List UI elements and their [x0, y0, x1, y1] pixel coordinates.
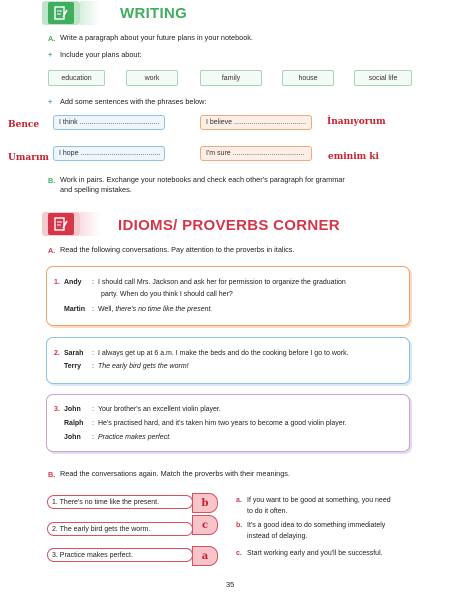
notebook-pen-icon	[54, 6, 68, 20]
proverb-1: 1. There's no time like the present.	[47, 495, 193, 509]
topic-social-life: social life	[354, 70, 412, 86]
conv1-proverb: there's no time like the present.	[115, 306, 213, 313]
writing-b-instruction-2: and spelling mistakes.	[60, 185, 132, 194]
phrase-i-believe[interactable]: I believe .....................................	[200, 115, 312, 130]
answer-tab-3[interactable]: a	[192, 546, 218, 566]
conversation-2	[46, 337, 410, 384]
conv1-line1a: I should call Mrs. Jackson and ask her for permission to organize the graduation	[97, 279, 346, 286]
writing-b-letter: B.	[48, 176, 56, 185]
bullet1-text: Include your plans about:	[60, 50, 142, 59]
conv3-line2: He's practised hard, and it's taken him two years to become a good violin player.	[97, 420, 347, 427]
conv1-line1b: party. When do you think I should call her?	[101, 291, 233, 298]
conv1-number: 1.	[54, 279, 60, 286]
meaning-b-letter: b.	[236, 522, 243, 529]
conv1-speaker-andy: Andy	[64, 279, 82, 286]
meaning-b-line2: instead of delaying.	[247, 533, 308, 540]
handwritten-inaniyorum: İnanıyorum	[327, 117, 386, 127]
idioms-a-instruction: Read the following conversations. Pay attention to the proverbs in italics.	[60, 245, 295, 254]
conv2-speaker-sarah: Sarah	[64, 350, 84, 357]
notebook-pen-icon	[54, 217, 68, 231]
idioms-section-icon	[42, 212, 80, 236]
handwritten-umarim: Umarım	[8, 153, 49, 163]
meaning-c-line1: Start working early and you'll be successful.	[247, 550, 383, 557]
conv2-row1: 2. Sarah : I always get up at 6 a.m. I make the beds and do the cooking before I go to work.	[54, 350, 349, 357]
conv1-row1: 1. Andy : I should call Mrs. Jackson and ask her for permission to organize the graduation	[54, 279, 346, 286]
bullet2-text: Add some sentences with the phrases below:	[60, 97, 207, 106]
writing-a-letter: A.	[48, 34, 56, 43]
answer-tab-1[interactable]: b	[192, 493, 218, 513]
topic-education: education	[48, 70, 105, 86]
conv2-speaker-terry: Terry	[64, 363, 81, 370]
meaning-c-letter: c.	[236, 550, 242, 557]
idioms-b-letter: B.	[48, 470, 56, 479]
topic-house: house	[282, 70, 334, 86]
conv3-row1: 3. John : Your brother's an excellent violin player.	[54, 406, 221, 413]
topic-work: work	[126, 70, 178, 86]
idioms-a-letter: A.	[48, 246, 56, 255]
meaning-a-line2: to do it often.	[247, 508, 288, 515]
conv3-row2: Ralph : He's practised hard, and it's taken him two years to become a good violin player.	[64, 420, 347, 427]
conv3-speaker-ralph: Ralph	[64, 420, 84, 427]
meaning-a-letter: a.	[236, 497, 242, 504]
phrase-i-think[interactable]: I think .........................................	[53, 115, 165, 130]
writing-title: WRITING	[120, 5, 188, 22]
handwritten-eminim: eminim ki	[328, 152, 379, 162]
writing-title-band	[80, 1, 100, 25]
conv3-proverb: Practice makes perfect.	[97, 434, 172, 441]
proverb-3: 3. Practice makes perfect.	[47, 548, 193, 562]
meaning-b-line1: It's a good idea to do something immediately	[247, 522, 386, 529]
phrase-i-hope[interactable]: I hope .........................................	[53, 146, 165, 161]
conv1-row2: Martin : Well, there's no time like the present.	[64, 306, 213, 313]
idioms-b-instruction: Read the conversations again. Match the proverbs with their meanings.	[60, 469, 290, 478]
conv3-row3: John : Practice makes perfect.	[64, 434, 172, 441]
conv2-line1: I always get up at 6 a.m. I make the beds and do the cooking before I go to work.	[97, 350, 349, 357]
bullet-plus-2: +	[48, 97, 53, 106]
bullet-plus-1: +	[48, 50, 53, 59]
answer-tab-2[interactable]: c	[192, 515, 218, 535]
handwritten-bence: Bence	[8, 120, 40, 130]
writing-b-instruction-1: Work in pairs. Exchange your notebooks and check each other's paragraph for grammar	[60, 175, 345, 184]
conv1-line2a: Well,	[97, 306, 116, 313]
idioms-title-band	[80, 212, 100, 236]
writing-a-instruction: Write a paragraph about your future plans in your notebook.	[60, 33, 253, 42]
page-number: 35	[226, 580, 235, 589]
conv3-number: 3.	[54, 406, 60, 413]
meaning-a-line1: If you want to be good at something, you need	[247, 497, 391, 504]
conv1-row1b	[101, 291, 233, 298]
idioms-title: IDIOMS/ PROVERBS CORNER	[118, 217, 340, 234]
conv2-row2: Terry : The early bird gets the worm!	[64, 363, 189, 370]
proverb-2: 2. The early bird gets the worm.	[47, 522, 193, 536]
conv3-speaker-john: John	[64, 406, 81, 413]
phrase-im-sure[interactable]: I'm sure .....................................	[200, 146, 312, 161]
conv3-line1: Your brother's an excellent violin player.	[97, 406, 221, 413]
conv1-speaker-martin: Martin	[64, 306, 85, 313]
conv2-number: 2.	[54, 350, 60, 357]
writing-section-icon	[42, 1, 80, 25]
conv3-speaker-john-2: John	[64, 434, 81, 441]
conv2-proverb: The early bird gets the worm!	[97, 363, 189, 370]
topic-family: family	[200, 70, 262, 86]
